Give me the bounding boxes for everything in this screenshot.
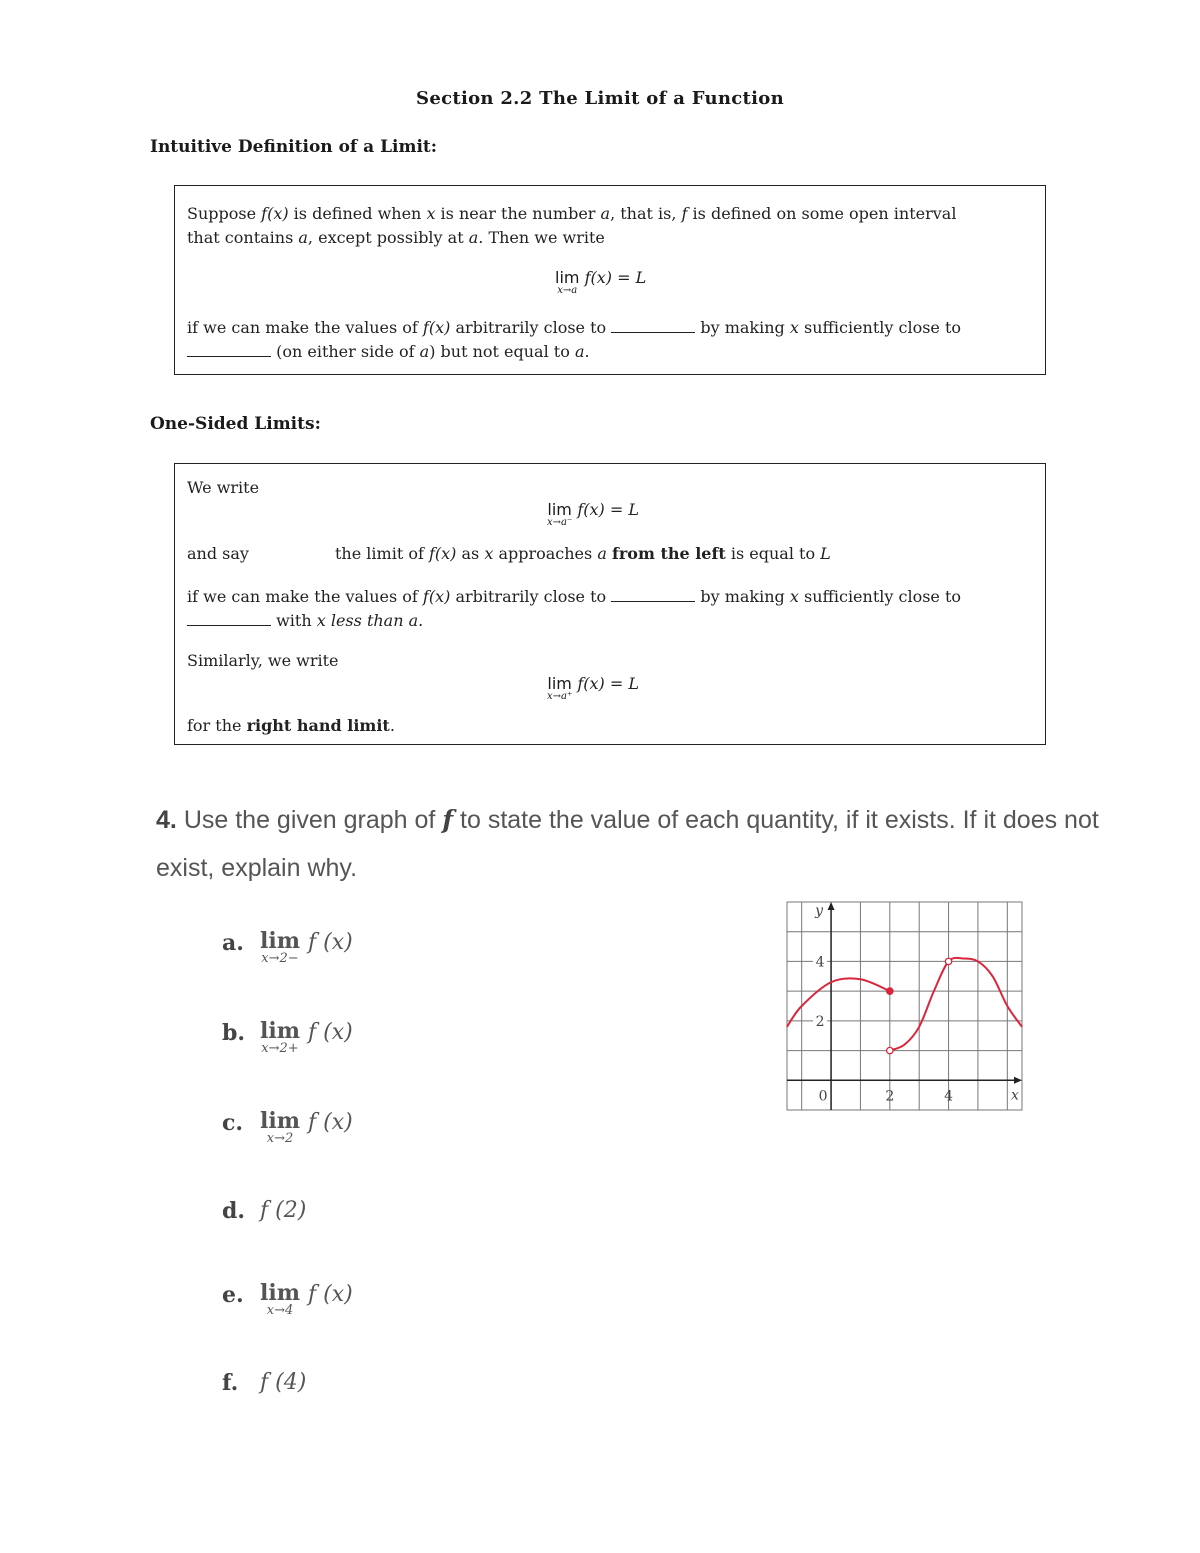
text: that contains bbox=[187, 228, 299, 247]
grid bbox=[787, 902, 1022, 1110]
question-4 bbox=[156, 796, 1156, 892]
function-expression: f (x) bbox=[308, 930, 353, 955]
lim-word: lim bbox=[547, 674, 572, 693]
text: exist, explain why. bbox=[156, 854, 358, 882]
lim-word: lim bbox=[260, 928, 300, 954]
math: a bbox=[408, 611, 419, 630]
lim-word: lim bbox=[260, 1108, 300, 1134]
lim-expression: f(x) = L bbox=[584, 268, 647, 287]
y-axis-arrow bbox=[828, 902, 835, 910]
math: a bbox=[574, 342, 585, 361]
math: a bbox=[419, 342, 430, 361]
grid-border bbox=[787, 902, 1022, 1110]
text: is equal to bbox=[725, 544, 821, 563]
similarly: Similarly, we write bbox=[187, 651, 339, 670]
x-axis-label: x bbox=[1011, 1087, 1019, 1104]
part-label: c. bbox=[222, 1110, 244, 1136]
part-e bbox=[222, 1282, 353, 1318]
part-b bbox=[222, 1020, 353, 1056]
lim-expression: f(x) = L bbox=[577, 500, 639, 519]
part-label: e. bbox=[222, 1282, 244, 1308]
fill-blank[interactable] bbox=[611, 318, 695, 333]
math: a bbox=[468, 228, 479, 247]
text: sufficiently close to bbox=[798, 587, 962, 606]
axes bbox=[787, 902, 1022, 1110]
text: is defined on some open interval bbox=[687, 204, 957, 223]
text: with bbox=[271, 611, 317, 630]
math: f bbox=[681, 204, 688, 223]
open-point bbox=[887, 1047, 893, 1053]
y-tick-label: 4 bbox=[815, 954, 825, 971]
onesided-heading: One-Sided Limits: bbox=[150, 414, 321, 434]
intuitive-condition bbox=[187, 316, 1037, 364]
math: L bbox=[820, 544, 831, 563]
text: as bbox=[456, 544, 485, 563]
text: . bbox=[418, 611, 424, 630]
function-expression: f (2) bbox=[260, 1198, 307, 1223]
onesided-definition-box bbox=[174, 463, 1046, 745]
lim-word: lim bbox=[547, 500, 572, 519]
limit-notation bbox=[555, 268, 675, 296]
math: x bbox=[426, 204, 436, 223]
math: f bbox=[442, 805, 454, 834]
text: to state the value of each quantity, if it exists. If it does not bbox=[453, 806, 1099, 834]
math: x bbox=[789, 318, 799, 337]
lim-subscript: x→2 bbox=[266, 1131, 294, 1146]
math: f(x) bbox=[422, 318, 451, 337]
lim-word: lim bbox=[260, 1018, 300, 1044]
closed-point bbox=[887, 988, 893, 994]
function-expression: f (x) bbox=[308, 1110, 353, 1135]
we-write: We write bbox=[187, 478, 260, 497]
text: Use the given graph of bbox=[183, 806, 443, 834]
text: is near the number bbox=[435, 204, 601, 223]
and-say: and say bbox=[187, 544, 249, 563]
tick-labels bbox=[813, 903, 1020, 1104]
text: by making bbox=[695, 587, 790, 606]
bold-text: right hand limit bbox=[246, 716, 390, 735]
function-expression: f (x) bbox=[308, 1020, 353, 1045]
math: a bbox=[600, 204, 611, 223]
fill-blank[interactable] bbox=[187, 611, 271, 626]
text: . bbox=[389, 716, 395, 735]
text: approaches bbox=[493, 544, 598, 563]
x-tick-label: 4 bbox=[944, 1088, 954, 1105]
text: the limit of bbox=[335, 544, 429, 563]
math: f(x) bbox=[422, 587, 451, 606]
part-label: b. bbox=[222, 1020, 246, 1046]
lim-expression: f(x) = L bbox=[577, 674, 639, 693]
math: x bbox=[484, 544, 494, 563]
question-number: 4. bbox=[156, 806, 177, 834]
lim-subscript: x→a bbox=[557, 285, 578, 296]
curve-right-piece bbox=[890, 958, 1022, 1051]
text: , except possibly at bbox=[307, 228, 469, 247]
text: by making bbox=[695, 318, 790, 337]
text: arbitrarily close to bbox=[450, 587, 612, 606]
lim-subscript: x→2− bbox=[261, 951, 299, 966]
text: sufficiently close to bbox=[798, 318, 962, 337]
lim-subscript: x→a⁻ bbox=[547, 517, 573, 528]
y-tick-label: 2 bbox=[815, 1013, 825, 1030]
curves bbox=[787, 958, 1022, 1051]
left-limit-notation bbox=[547, 500, 687, 528]
x-tick-label: 2 bbox=[885, 1088, 895, 1105]
right-hand-line bbox=[187, 716, 395, 735]
math: f(x) bbox=[261, 204, 289, 223]
part-d bbox=[222, 1198, 306, 1224]
curve-left-piece bbox=[787, 978, 890, 1026]
page-title: Section 2.2 The Limit of a Function bbox=[416, 88, 784, 109]
part-label: a. bbox=[222, 930, 244, 956]
part-c bbox=[222, 1110, 353, 1146]
math: f(x) bbox=[428, 544, 457, 563]
function-expression: f (4) bbox=[260, 1370, 307, 1395]
intuitive-heading: Intuitive Definition of a Limit: bbox=[150, 137, 438, 157]
lim-subscript: x→2+ bbox=[261, 1041, 299, 1056]
lim-subscript: x→a⁺ bbox=[547, 691, 573, 702]
intuitive-definition-box bbox=[174, 185, 1046, 375]
text: (on either side of bbox=[271, 342, 420, 361]
text: . Then we write bbox=[478, 228, 605, 247]
text: arbitrarily close to bbox=[450, 318, 612, 337]
bold-text: from the left bbox=[611, 544, 726, 563]
open-point bbox=[945, 958, 951, 964]
x-tick-label: 0 bbox=[818, 1088, 828, 1105]
onesided-condition bbox=[187, 585, 1037, 633]
fill-blank[interactable] bbox=[187, 342, 271, 357]
math: a bbox=[597, 544, 607, 563]
text: , that is, bbox=[610, 204, 682, 223]
part-f bbox=[222, 1370, 306, 1396]
fill-blank[interactable] bbox=[611, 587, 695, 602]
italic-text: less than bbox=[330, 611, 404, 630]
function-graph bbox=[785, 900, 1025, 1112]
part-label: d. bbox=[222, 1198, 246, 1224]
text: . bbox=[584, 342, 590, 361]
intuitive-paragraph bbox=[187, 202, 1037, 250]
math: a bbox=[298, 228, 308, 247]
right-limit-notation bbox=[547, 674, 687, 702]
text: if we can make the values of bbox=[187, 587, 423, 606]
x-axis-arrow bbox=[1014, 1077, 1022, 1084]
math: x bbox=[789, 587, 799, 606]
lim-word: lim bbox=[260, 1280, 300, 1306]
part-label: f. bbox=[222, 1370, 239, 1396]
text: if we can make the values of bbox=[187, 318, 423, 337]
lim-word: lim bbox=[555, 268, 580, 287]
function-expression: f (x) bbox=[308, 1282, 353, 1307]
text: for the bbox=[187, 716, 247, 735]
text: ) but not equal to bbox=[429, 342, 575, 361]
text: Suppose bbox=[187, 204, 262, 223]
lim-subscript: x→4 bbox=[266, 1303, 294, 1318]
left-limit-statement bbox=[335, 544, 1035, 563]
math: x bbox=[316, 611, 326, 630]
text: is defined when bbox=[288, 204, 427, 223]
part-a bbox=[222, 930, 353, 966]
y-axis-label: y bbox=[815, 903, 824, 919]
